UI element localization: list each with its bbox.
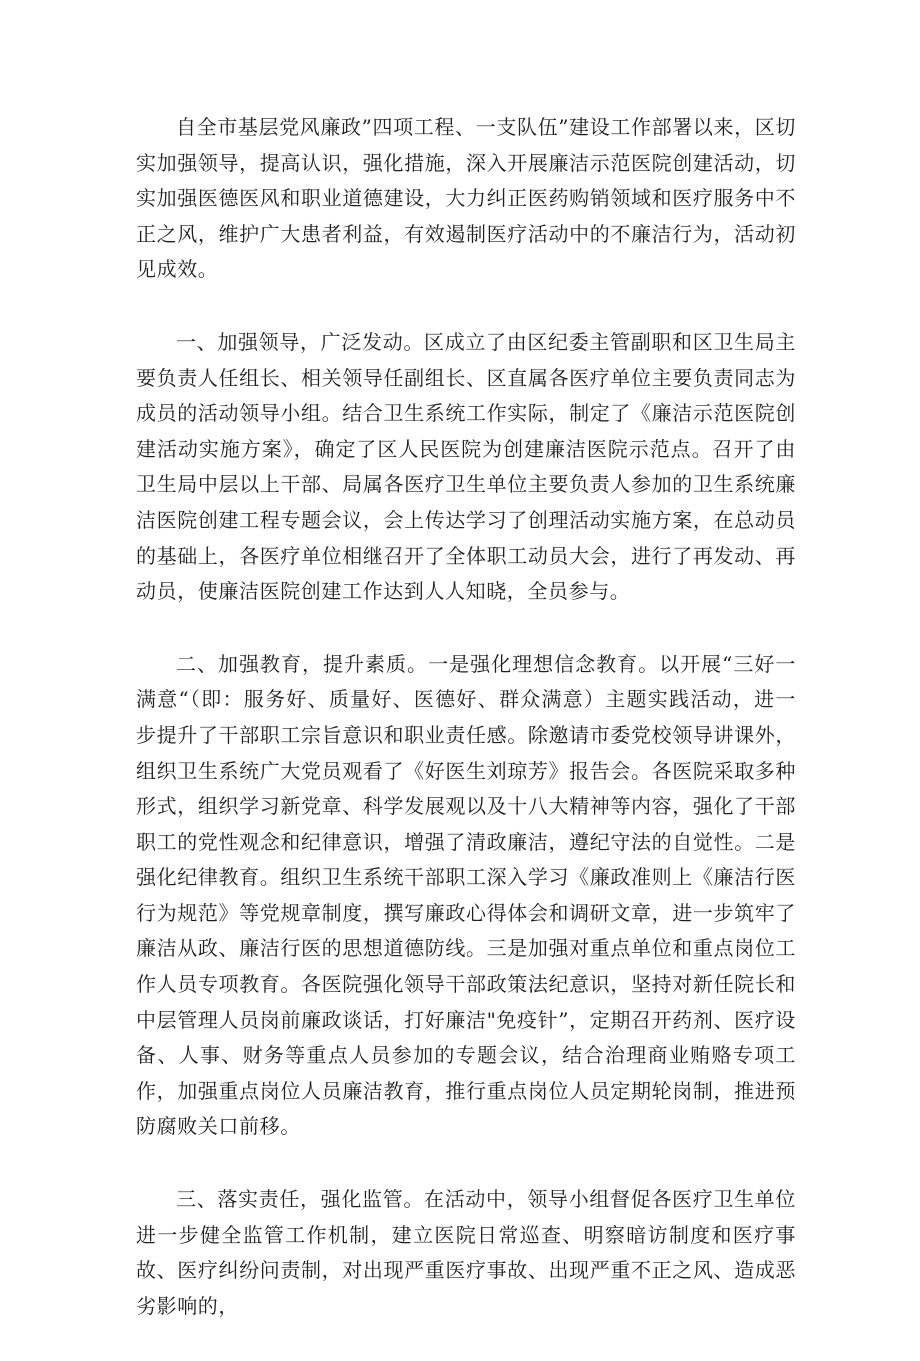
paragraph-intro: 自全市基层党风廉政”四项工程、一支队伍”建设工作部署以来，区切实加强领导，提高认识，强化措施，深入开展廉洁示范医院创建活动，切实加强医德医风和职业道德建设，大力纠正医药购销领域和医疗服务中不正之风，维护广大患者利益，有效遏制医疗活动中的不廉洁行为，活动初见成效。 [136, 115, 796, 282]
document-body [136, 110, 796, 1361]
paragraph-leadership: 一、加强领导，广泛发动。区成立了由区纪委主管副职和区卫生局主要负责人任组长、相关领导任副组长、区直属各医疗单位主要负责同志为成员的活动领导小组。结合卫生系统工作实际，制定了《廉洁示范医院创建活动实施方案》，确定了区人民医院为创建廉洁医院示范点。召开了由卫生局中层以上干部、局属各医疗卫生单位主要负责人参加的卫生系统廉洁医院创建工程专题会议，会上传达学习了创理活动实施方案，在总动员的基础上，各医疗单位相继召开了全体职工动员大会，进行了再发动、再动员，使廉洁医院创建工作达到人人知晓，全员参与。 [136, 329, 796, 604]
paragraph-education: 二、加强教育，提升素质。一是强化理想信念教育。以开展“三好一满意“（即：服务好、质量好、医德好、群众满意）主题实践活动，进一步提升了干部职工宗旨意识和职业责任感。除邀请市委党校领导讲课外，组织卫生系统广大党员观看了《好医生刘琼芳》报告会。各医院采取多种形式，组织学习新党章、科学发展观以及十八大精神等内容，强化了干部职工的党性观念和纪律意识，增强了清政廉洁，遵纪守法的自觉性。二是强化纪律教育。组织卫生系统干部职工深入学习《廉政准则上《廉洁行医行为规范》等党规章制度，撰写廉政心得体会和调研文章，进一步筑牢了廉洁从政、廉洁行医的思想道德防线。三是加强对重点单位和重点岗位工作人员专项教育。各医院强化领导干部政策法纪意识，坚持对新任院长和中层管理人员岗前廉政谈话，打好廉洁"免疫针”，定期召开药剂、医疗设备、人事、财务等重点人员参加的专题会议，结合治理商业贿赂专项工作，加强重点岗位人员廉洁教育，推行重点岗位人员定期轮岗制，推进预防腐败关口前移。 [136, 651, 796, 1139]
paragraph-supervision: 三、落实责任，强化监管。在活动中，领导小组督促各医疗卫生单位进一步健全监管工作机制，建立医院日常巡查、明察暗访制度和医疗事故、医疗纠纷问责制，对出现严重医疗事故、出现严重不正之风、造成恶劣影响的， [136, 1187, 796, 1318]
